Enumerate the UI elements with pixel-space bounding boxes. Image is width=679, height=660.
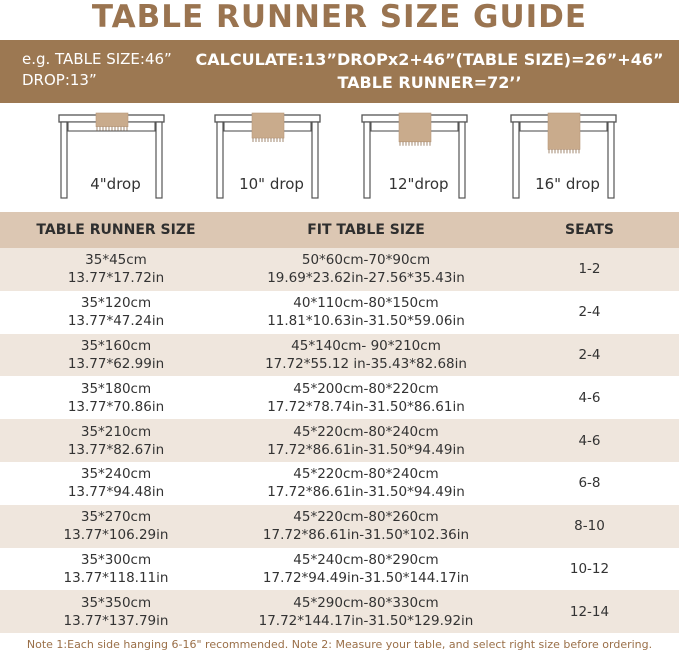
runner-size-in: 13.77*70.86in [67,398,165,415]
table-row [0,590,679,633]
runner-size-in: 13.77*17.72in [67,270,165,287]
runner-size-cell [0,505,232,548]
seats-cell: 4-6 [578,389,601,406]
drop-label: 16" drop [535,175,600,193]
drop-diagram-10 [214,111,329,211]
seats-cell: 8-10 [574,518,605,535]
fit-size-cell [232,462,500,505]
table-runner [96,113,128,127]
table-row [0,248,679,291]
calculation-formula: CALCULATE:13”DROPx2+46”(TABLE SIZE)=26”+46” [195,50,664,69]
header-seats: SEATS [564,222,615,238]
fit-size-in: 17.72*94.49in-31.50*144.17in [262,569,470,586]
runner-size-cell [0,548,232,591]
runner-size-cell [0,334,232,377]
fit-size-cm: 45*140cm- 90*210cm [291,337,441,354]
fit-size-cm: 45*290cm-80*330cm [293,594,439,611]
fit-size-cell [232,334,500,377]
runner-size-cm: 35*240cm [80,466,152,483]
runner-size-cm: 35*210cm [80,423,152,440]
table-illustration [214,111,329,211]
seats-cell: 10-12 [569,560,610,577]
example-table-size: e.g. TABLE SIZE:46” [22,50,172,68]
runner-size-cm: 35*160cm [80,337,152,354]
size-table-header [0,212,679,248]
seats-cell: 2-4 [578,346,601,363]
runner-size-cell [0,419,232,462]
example-text [22,49,192,91]
calculation-result: TABLE RUNNER=72’’ [337,73,522,92]
table-row [0,334,679,377]
seats-cell: 2-4 [578,304,601,321]
table-row [0,419,679,462]
runner-size-in: 13.77*47.24in [67,313,165,330]
fit-size-in: 17.72*86.61in-31.50*94.49in [267,484,465,501]
footnote: Note 1:Each side hanging 6-16" recommended. Note 2: Measure your table, and select right size before ordering. [26,638,653,651]
fit-size-cell [232,291,500,334]
runner-size-in: 13.77*137.79in [63,612,169,629]
table-runner [399,113,431,142]
runner-size-cm: 35*300cm [80,551,152,568]
runner-size-cm: 35*180cm [80,380,152,397]
fit-size-cell [232,376,500,419]
fit-size-cell [232,505,500,548]
drop-diagram-4 [58,111,173,211]
fit-size-in: 17.72*86.61in-31.50*94.49in [267,441,465,458]
fit-size-cm: 45*220cm-80*260cm [293,509,439,526]
drop-diagram-12 [361,111,476,211]
fit-size-in: 17.72*55.12 in-35.43*82.68in [265,355,467,372]
fit-size-cell [232,419,500,462]
drop-label: 4"drop [90,175,141,193]
seats-cell: 1-2 [578,261,601,278]
runner-size-cm: 35*350cm [80,594,152,611]
runner-size-cell [0,590,232,633]
example-drop: DROP:13” [22,71,97,89]
runner-size-in: 13.77*94.48in [67,484,165,501]
fit-size-in: 11.81*10.63in-31.50*59.06in [267,313,465,330]
fit-size-cm: 45*200cm-80*220cm [293,380,439,397]
fit-size-cm: 45*240cm-80*290cm [293,551,439,568]
fit-size-in: 17.72*86.61in-31.50*102.36in [262,527,470,544]
fit-size-cell [232,548,500,591]
runner-size-in: 13.77*118.11in [63,569,169,586]
table-illustration [510,111,625,211]
fit-size-cm: 45*220cm-80*240cm [293,423,439,440]
seats-cell: 4-6 [578,432,601,449]
runner-size-cell [0,291,232,334]
seats-cell: 6-8 [578,475,601,492]
runner-size-in: 13.77*82.67in [67,441,165,458]
header-fit-table-size: FIT TABLE SIZE [307,222,425,238]
table-row [0,376,679,419]
runner-size-in: 13.77*62.99in [67,355,165,372]
table-row [0,505,679,548]
table-runner [548,113,580,149]
table-runner [252,113,284,138]
runner-size-cell [0,248,232,291]
fit-size-in: 17.72*144.17in-31.50*129.92in [258,612,474,629]
runner-size-cell [0,462,232,505]
table-illustration [361,111,476,211]
fit-size-cell [232,590,500,633]
table-row [0,291,679,334]
drop-diagrams [0,103,679,213]
drop-diagram-16 [510,111,625,211]
drop-label: 12"drop [388,175,449,193]
table-row [0,548,679,591]
runner-size-in: 13.77*106.29in [63,527,169,544]
fit-size-cm: 50*60cm-70*90cm [301,252,431,269]
runner-size-cm: 35*270cm [80,509,152,526]
calculation-banner [0,40,679,103]
runner-size-cm: 35*45cm [85,252,147,269]
runner-size-cm: 35*120cm [80,295,152,312]
fit-size-in: 19.69*23.62in-27.56*35.43in [267,270,465,287]
fit-size-cell [232,248,500,291]
drop-label: 10" drop [239,175,304,193]
page-title: TABLE RUNNER SIZE GUIDE [91,0,588,35]
seats-cell: 12-14 [569,603,610,620]
fit-size-cm: 45*220cm-80*240cm [293,466,439,483]
runner-size-cell [0,376,232,419]
size-table-body [0,248,679,633]
table-illustration [58,111,173,211]
table-row [0,462,679,505]
fit-size-cm: 40*110cm-80*150cm [293,295,439,312]
header-runner-size: TABLE RUNNER SIZE [36,222,196,238]
calculation-text [192,48,667,94]
fit-size-in: 17.72*78.74in-31.50*86.61in [267,398,465,415]
